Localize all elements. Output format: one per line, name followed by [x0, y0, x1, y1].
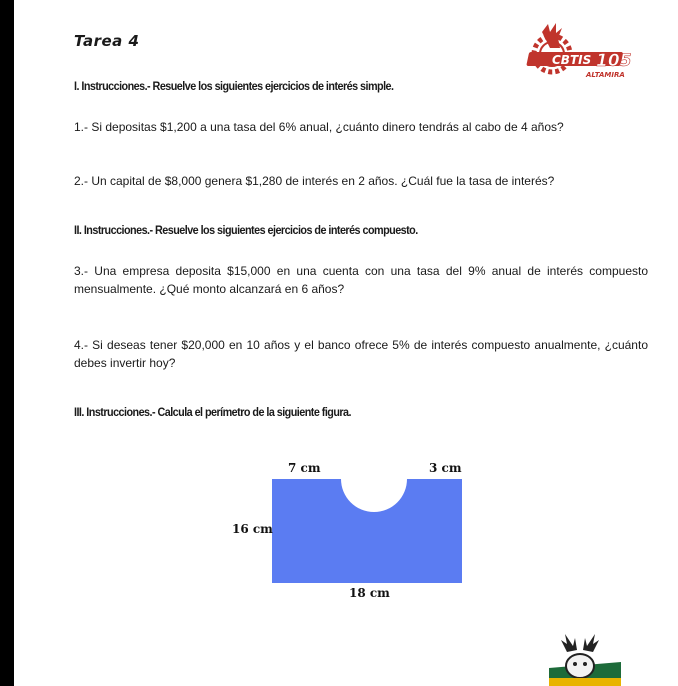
label-bottom: 18 cm — [349, 586, 390, 600]
section-1-instructions: I. Instrucciones.- Resuelve los siguientes ejercicios de interés simple. — [74, 79, 394, 93]
question-1: 1.- Si depositas $1,200 a una tasa del 6% anual, ¿cuánto dinero tendrás al cabo de 4 años? — [74, 120, 564, 134]
label-left: 16 cm — [232, 522, 273, 536]
blue-shape — [272, 479, 462, 583]
question-2: 2.- Un capital de $8,000 genera $1,280 de interés en 2 años. ¿Cuál fue la tasa de interés? — [74, 174, 555, 188]
label-top-right: 3 cm — [429, 461, 462, 475]
left-margin-bar — [0, 0, 14, 686]
logo-text: CBTIS — [552, 53, 592, 67]
page-title: Tarea 4 — [74, 32, 140, 50]
perimeter-figure — [210, 455, 480, 605]
logo-number: 105 — [596, 51, 632, 71]
label-top-left: 7 cm — [288, 461, 321, 475]
question-3: 3.- Una empresa deposita $15,000 en una cuenta con una tasa del 9% anual de interés compuesto mensualmente. ¿Qué monto alcanzará en 6 años? — [74, 264, 648, 296]
deer-head-icon — [566, 654, 594, 678]
question-4: 4.- Si deseas tener $20,000 en 10 años y el banco ofrece 5% de interés compuesto anualmente, ¿cuánto debes invertir hoy? — [74, 338, 648, 370]
section-3-instructions: III. Instrucciones.- Calcula el perímetro de la siguiente figura. — [74, 405, 351, 419]
logo-subtitle: ALTAMIRA — [586, 71, 625, 79]
section-2-instructions: II. Instrucciones.- Resuelve los siguientes ejercicios de interés compuesto. — [74, 223, 418, 237]
antlers-icon — [561, 634, 599, 652]
deer-mascot-logo — [545, 630, 625, 686]
cbtis-logo — [520, 20, 646, 82]
